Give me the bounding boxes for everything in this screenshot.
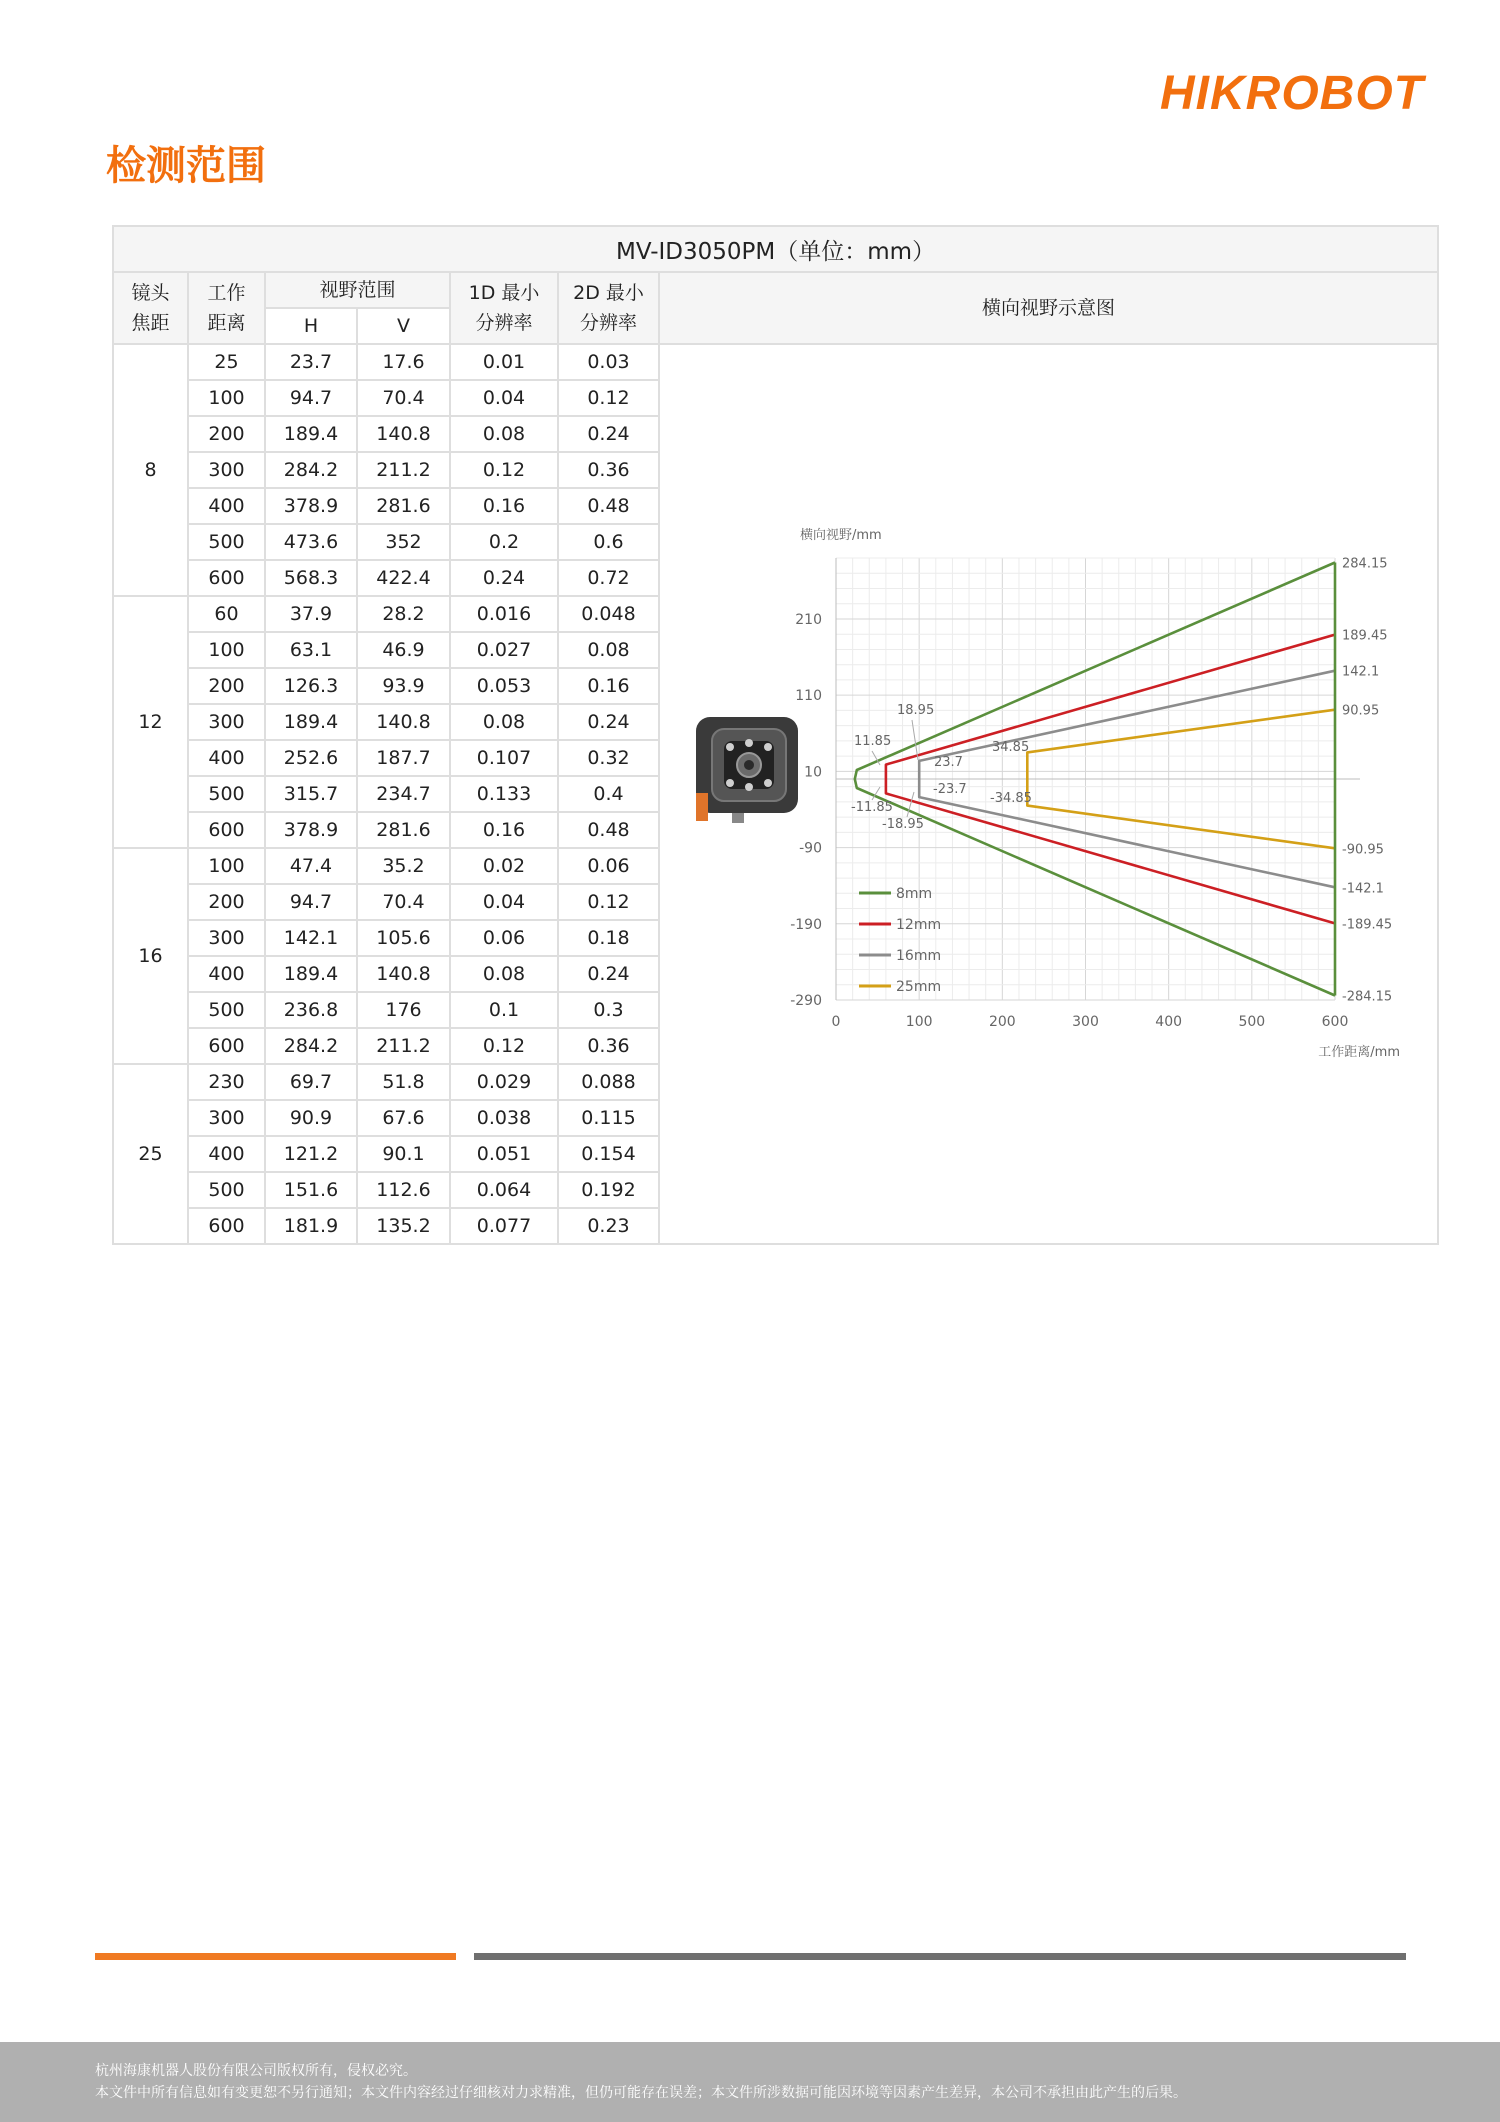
res-2d-cell: 0.154 [558, 1136, 659, 1172]
header-1d-resolution: 1D 最小 分辨率 [450, 272, 558, 344]
fov-v-cell: 28.2 [357, 596, 450, 632]
working-distance-cell: 500 [188, 992, 265, 1028]
res-1d-cell: 0.133 [450, 776, 558, 812]
fov-h-cell: 378.9 [265, 488, 357, 524]
fov-h-cell: 151.6 [265, 1172, 357, 1208]
fov-h-cell: 94.7 [265, 884, 357, 920]
fov-h-cell: 315.7 [265, 776, 357, 812]
res-2d-cell: 0.48 [558, 812, 659, 848]
res-1d-cell: 0.016 [450, 596, 558, 632]
res-1d-cell: 0.08 [450, 704, 558, 740]
fov-v-cell: 352 [357, 524, 450, 560]
working-distance-cell: 500 [188, 776, 265, 812]
focal-length-cell: 12 [113, 596, 188, 848]
res-1d-cell: 0.027 [450, 632, 558, 668]
res-1d-cell: 0.24 [450, 560, 558, 596]
res-2d-cell: 0.115 [558, 1100, 659, 1136]
fov-h-cell: 23.7 [265, 344, 357, 380]
fov-v-cell: 140.8 [357, 704, 450, 740]
res-2d-cell: 0.088 [558, 1064, 659, 1100]
x-tick-label: 100 [905, 1014, 933, 1030]
fov-h-cell: 126.3 [265, 668, 357, 704]
table-row [113, 344, 1438, 380]
y-tick-label: -190 [790, 916, 822, 933]
fov-h-cell: 284.2 [265, 1028, 357, 1064]
res-2d-cell: 0.16 [558, 668, 659, 704]
res-1d-cell: 0.08 [450, 956, 558, 992]
near-value-label: -34.85 [990, 791, 1032, 806]
working-distance-cell: 300 [188, 452, 265, 488]
camera-connector [732, 813, 744, 823]
legend-label: 8mm [896, 886, 933, 902]
working-distance-cell: 200 [188, 668, 265, 704]
header-working-distance: 工作 距离 [188, 272, 265, 344]
working-distance-cell: 60 [188, 596, 265, 632]
working-distance-cell: 600 [188, 1028, 265, 1064]
far-value-label: 189.45 [1342, 628, 1388, 644]
camera-led [764, 743, 772, 751]
working-distance-cell: 300 [188, 1100, 265, 1136]
res-2d-cell: 0.72 [558, 560, 659, 596]
near-value-label: -11.85 [851, 800, 893, 815]
near-value-label: 34.85 [992, 740, 1030, 755]
focal-length-cell: 8 [113, 344, 188, 596]
y-tick-label: -290 [790, 993, 822, 1009]
header-fov: 视野范围 [265, 272, 450, 308]
section-title: 检测范围 [106, 143, 266, 189]
working-distance-cell: 300 [188, 920, 265, 956]
far-value-label: 90.95 [1342, 703, 1380, 719]
fov-v-cell: 176 [357, 992, 450, 1028]
fov-diagram-cell [659, 344, 1438, 1244]
x-tick-label: 500 [1238, 1014, 1266, 1030]
fov-v-cell: 281.6 [357, 488, 450, 524]
fov-v-cell: 135.2 [357, 1208, 450, 1244]
fov-v-cell: 234.7 [357, 776, 450, 812]
y-tick-label: -90 [799, 840, 822, 857]
res-1d-cell: 0.16 [450, 812, 558, 848]
fov-v-cell: 46.9 [357, 632, 450, 668]
fov-v-cell: 70.4 [357, 884, 450, 920]
fov-v-cell: 90.1 [357, 1136, 450, 1172]
res-1d-cell: 0.06 [450, 920, 558, 956]
res-1d-cell: 0.02 [450, 848, 558, 884]
res-2d-cell: 0.36 [558, 452, 659, 488]
camera-orange-trim [696, 793, 708, 821]
working-distance-cell: 600 [188, 1208, 265, 1244]
fov-h-cell: 37.9 [265, 596, 357, 632]
res-2d-cell: 0.23 [558, 1208, 659, 1244]
fov-v-cell: 17.6 [357, 344, 450, 380]
fov-h-cell: 284.2 [265, 452, 357, 488]
fov-v-cell: 140.8 [357, 416, 450, 452]
fov-h-cell: 47.4 [265, 848, 357, 884]
near-value-label: 11.85 [854, 734, 892, 749]
fov-v-cell: 187.7 [357, 740, 450, 776]
far-value-label: -284.15 [1342, 989, 1393, 1005]
working-distance-cell: 100 [188, 380, 265, 416]
fov-h-cell: 189.4 [265, 704, 357, 740]
footer-accent-gray [474, 1953, 1406, 1960]
fov-v-cell: 93.9 [357, 668, 450, 704]
fov-v-cell: 211.2 [357, 452, 450, 488]
near-value-label: 23.7 [934, 755, 963, 770]
y-tick-label: 110 [795, 688, 822, 705]
res-2d-cell: 0.3 [558, 992, 659, 1028]
res-2d-cell: 0.03 [558, 344, 659, 380]
res-1d-cell: 0.08 [450, 416, 558, 452]
fov-h-cell: 189.4 [265, 956, 357, 992]
res-2d-cell: 0.048 [558, 596, 659, 632]
near-value-label: 18.95 [897, 703, 935, 718]
far-value-label: 284.15 [1342, 556, 1388, 572]
legend-label: 25mm [896, 979, 942, 995]
fov-h-cell: 181.9 [265, 1208, 357, 1244]
fov-h-cell: 69.7 [265, 1064, 357, 1100]
res-2d-cell: 0.6 [558, 524, 659, 560]
y-tick-label: 210 [795, 611, 822, 628]
footer [0, 2042, 1500, 2122]
working-distance-cell: 400 [188, 1136, 265, 1172]
working-distance-cell: 100 [188, 632, 265, 668]
x-tick-label: 600 [1321, 1014, 1349, 1030]
res-1d-cell: 0.051 [450, 1136, 558, 1172]
working-distance-cell: 500 [188, 524, 265, 560]
copyright-text: 杭州海康机器人股份有限公司版权所有，侵权必究。 [95, 2063, 417, 2079]
fov-v-cell: 105.6 [357, 920, 450, 956]
x-tick-label: 300 [1072, 1014, 1099, 1030]
header-fov-h: H [265, 308, 357, 344]
detection-range-table [112, 225, 1439, 1245]
working-distance-cell: 400 [188, 488, 265, 524]
res-1d-cell: 0.01 [450, 344, 558, 380]
res-2d-cell: 0.32 [558, 740, 659, 776]
x-tick-label: 400 [1155, 1014, 1183, 1030]
table-body [113, 344, 1438, 1244]
fov-h-cell: 378.9 [265, 812, 357, 848]
res-2d-cell: 0.36 [558, 1028, 659, 1064]
working-distance-cell: 400 [188, 956, 265, 992]
res-2d-cell: 0.06 [558, 848, 659, 884]
res-2d-cell: 0.192 [558, 1172, 659, 1208]
working-distance-cell: 600 [188, 560, 265, 596]
res-2d-cell: 0.24 [558, 704, 659, 740]
fov-v-cell: 112.6 [357, 1172, 450, 1208]
fov-v-cell: 70.4 [357, 380, 450, 416]
camera-led [726, 743, 734, 751]
camera-lens-center [744, 760, 754, 770]
res-2d-cell: 0.4 [558, 776, 659, 812]
res-2d-cell: 0.12 [558, 380, 659, 416]
near-value-label: -23.7 [933, 782, 967, 797]
res-2d-cell: 0.18 [558, 920, 659, 956]
res-1d-cell: 0.04 [450, 884, 558, 920]
legend-label: 16mm [896, 948, 942, 964]
working-distance-cell: 100 [188, 848, 265, 884]
res-1d-cell: 0.04 [450, 380, 558, 416]
far-value-label: -142.1 [1342, 881, 1384, 897]
fov-h-cell: 473.6 [265, 524, 357, 560]
working-distance-cell: 400 [188, 740, 265, 776]
far-value-label: 142.1 [1342, 664, 1380, 680]
fov-v-cell: 281.6 [357, 812, 450, 848]
fov-h-cell: 252.6 [265, 740, 357, 776]
camera-led [726, 779, 734, 787]
header-fov-v: V [357, 308, 450, 344]
working-distance-cell: 500 [188, 1172, 265, 1208]
fov-v-cell: 422.4 [357, 560, 450, 596]
table-title: MV-ID3050PM（单位：mm） [113, 226, 1438, 272]
legend-label: 12mm [896, 917, 942, 933]
fov-v-cell: 140.8 [357, 956, 450, 992]
y-tick-label: 10 [804, 764, 822, 781]
fov-h-cell: 121.2 [265, 1136, 357, 1172]
camera-led [764, 779, 772, 787]
fov-v-cell: 67.6 [357, 1100, 450, 1136]
focal-length-cell: 16 [113, 848, 188, 1064]
fov-h-cell: 236.8 [265, 992, 357, 1028]
res-2d-cell: 0.24 [558, 416, 659, 452]
x-axis-label: 工作距离/mm [1318, 1045, 1400, 1060]
fov-h-cell: 90.9 [265, 1100, 357, 1136]
fov-h-cell: 63.1 [265, 632, 357, 668]
hikrobot-logo: HIKROBOT [1160, 67, 1424, 120]
res-1d-cell: 0.1 [450, 992, 558, 1028]
header-focal: 镜头 焦距 [113, 272, 188, 344]
camera-led [745, 783, 753, 791]
working-distance-cell: 600 [188, 812, 265, 848]
res-1d-cell: 0.077 [450, 1208, 558, 1244]
camera-led [745, 739, 753, 747]
working-distance-cell: 25 [188, 344, 265, 380]
res-2d-cell: 0.12 [558, 884, 659, 920]
res-1d-cell: 0.038 [450, 1100, 558, 1136]
res-1d-cell: 0.107 [450, 740, 558, 776]
res-1d-cell: 0.029 [450, 1064, 558, 1100]
footer-accent-orange [95, 1953, 456, 1960]
far-value-label: -90.95 [1342, 842, 1384, 858]
res-2d-cell: 0.08 [558, 632, 659, 668]
res-1d-cell: 0.12 [450, 1028, 558, 1064]
res-1d-cell: 0.064 [450, 1172, 558, 1208]
header-diagram: 横向视野示意图 [659, 272, 1438, 344]
fov-h-cell: 142.1 [265, 920, 357, 956]
disclaimer-text: 本文件中所有信息如有变更恕不另行通知；本文件内容经过仔细核对力求精准，但仍可能存在误差；本文件所涉数据可能因环境等因素产生差异，本公司不承担由此产生的后果。 [95, 2085, 1187, 2101]
near-value-label: -18.95 [882, 817, 924, 832]
working-distance-cell: 230 [188, 1064, 265, 1100]
header-2d-resolution: 2D 最小 分辨率 [558, 272, 659, 344]
fov-h-cell: 568.3 [265, 560, 357, 596]
res-2d-cell: 0.48 [558, 488, 659, 524]
res-1d-cell: 0.2 [450, 524, 558, 560]
working-distance-cell: 200 [188, 416, 265, 452]
far-value-label: -189.45 [1342, 917, 1393, 933]
x-tick-label: 200 [988, 1014, 1016, 1030]
focal-length-cell: 25 [113, 1064, 188, 1244]
x-tick-label: 0 [831, 1014, 841, 1030]
working-distance-cell: 300 [188, 704, 265, 740]
res-1d-cell: 0.16 [450, 488, 558, 524]
res-1d-cell: 0.12 [450, 452, 558, 488]
res-2d-cell: 0.24 [558, 956, 659, 992]
fov-v-cell: 35.2 [357, 848, 450, 884]
working-distance-cell: 200 [188, 884, 265, 920]
camera-product-image [696, 717, 798, 823]
res-1d-cell: 0.053 [450, 668, 558, 704]
y-axis-label: 横向视野/mm [800, 528, 882, 543]
fov-v-cell: 51.8 [357, 1064, 450, 1100]
fov-h-cell: 94.7 [265, 380, 357, 416]
fov-h-cell: 189.4 [265, 416, 357, 452]
fov-chart [660, 345, 1435, 1235]
fov-v-cell: 211.2 [357, 1028, 450, 1064]
